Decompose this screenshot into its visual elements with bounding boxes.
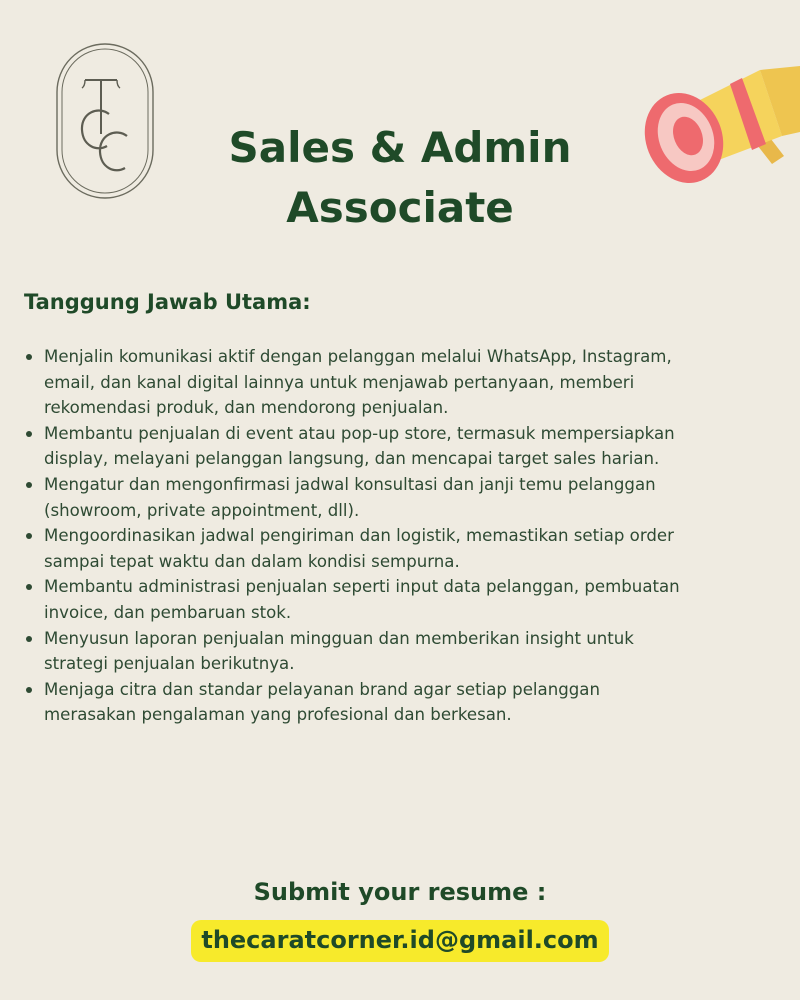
list-item: [24, 523, 794, 574]
list-item: [24, 472, 794, 523]
contact-email-link[interactable]: thecaratcorner.id@gmail.com: [191, 920, 608, 962]
tcc-monogram-icon: [55, 42, 155, 200]
list-item: [24, 677, 794, 728]
bullet-icon: [26, 687, 32, 693]
job-title-line-1: Sales & Admin: [228, 123, 572, 172]
tcc-monogram-logo: [55, 42, 155, 200]
responsibilities-list: [24, 344, 794, 728]
bullet-icon: [26, 584, 32, 590]
bullet-icon: [26, 533, 32, 539]
list-item-line: Menjalin komunikasi aktif dengan pelanggan melalui WhatsApp, Instagram,: [44, 347, 672, 366]
job-title-line-2: Associate: [286, 183, 514, 232]
megaphone-icon: [632, 40, 800, 190]
list-item-line: email, dan kanal digital lainnya untuk menjawab pertanyaan, memberi: [44, 372, 635, 392]
list-item-line: merasakan pengalaman yang profesional dan berkesan.: [44, 705, 512, 725]
list-item-line: rekomendasi produk, dan mendorong penjualan.: [44, 398, 449, 418]
responsibilities-heading: Tanggung Jawab Utama:: [24, 290, 311, 314]
list-item-line: Menjaga citra dan standar pelayanan brand agar setiap pelanggan: [44, 679, 600, 699]
bullet-icon: [26, 636, 32, 642]
bullet-icon: [26, 431, 32, 437]
megaphone-illustration: [632, 40, 800, 190]
list-item: [24, 574, 794, 625]
list-item-line: strategi penjualan berikutnya.: [44, 654, 295, 674]
list-item-line: Menyusun laporan penjualan mingguan dan memberikan insight untuk: [44, 628, 634, 648]
list-item-line: sampai tepat waktu dan dalam kondisi sempurna.: [44, 551, 460, 571]
bullet-icon: [26, 354, 32, 360]
email-container: [0, 920, 800, 962]
list-item: [24, 344, 794, 421]
list-item-line: display, melayani pelanggan langsung, dan mencapai target sales harian.: [44, 449, 660, 469]
submit-resume-label: Submit your resume :: [253, 878, 547, 906]
list-item: [24, 421, 794, 472]
list-item-line: Membantu administrasi penjualan seperti input data pelanggan, pembuatan: [44, 577, 680, 597]
list-item: [24, 626, 794, 677]
list-item-line: invoice, dan pembaruan stok.: [44, 602, 292, 622]
list-item-line: Membantu penjualan di event atau pop-up store, termasuk mempersiapkan: [44, 423, 675, 443]
list-item-line: Mengatur dan mengonfirmasi jadwal konsultasi dan janji temu pelanggan: [44, 474, 656, 494]
list-item-line: Mengoordinasikan jadwal pengiriman dan logistik, memastikan setiap order: [44, 526, 674, 546]
list-item-line: (showroom, private appointment, dll).: [44, 500, 360, 520]
job-title: [150, 118, 650, 238]
bullet-icon: [26, 482, 32, 488]
